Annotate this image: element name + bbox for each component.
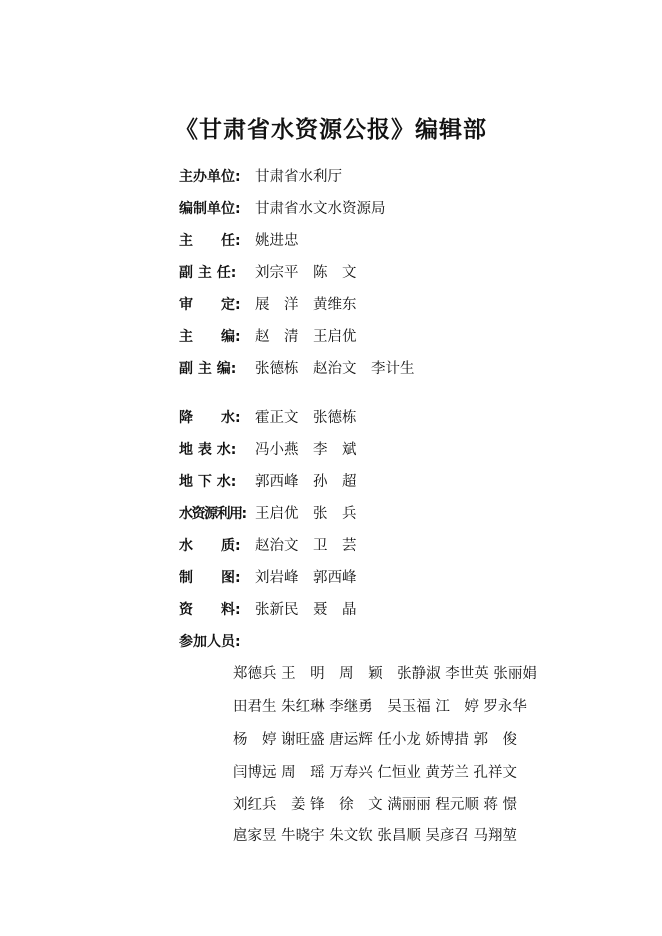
role-label: 副 主 编: (179, 361, 237, 377)
role-value: 张新民 聂 晶 (255, 602, 357, 618)
list-item (179, 632, 255, 652)
role-value: 霍正文 张德栋 (255, 410, 357, 426)
participants-row: 田君生 朱红琳 李继勇 吴玉福 江 婷 罗永华 (233, 699, 527, 715)
role-value: 展 洋 黄维东 (255, 297, 357, 313)
role-label: 水资源利用: (179, 506, 246, 522)
role-label: 编制单位: (179, 201, 241, 217)
role-label: 副 主 任: (179, 265, 237, 281)
role-value: 赵治文 卫 芸 (255, 538, 357, 554)
list-item (179, 472, 357, 492)
list-item (179, 536, 357, 556)
list-item (179, 504, 357, 524)
list-item (179, 440, 357, 460)
role-value: 姚进忠 (255, 233, 299, 249)
list-item (179, 568, 357, 588)
list-item (179, 359, 415, 379)
role-label: 主 任: (179, 233, 241, 249)
list-item (179, 327, 357, 347)
participants-row: 郑德兵 王 明 周 颖 张静淑 李世英 张丽娟 (233, 666, 537, 682)
list-item (179, 167, 342, 187)
role-value: 刘岩峰 郭西峰 (255, 570, 357, 586)
page-title: 《甘肃省水资源公报》编辑部 (175, 116, 487, 143)
list-item (179, 231, 299, 251)
role-label: 审 定: (179, 297, 241, 313)
list-item (179, 199, 386, 219)
list-item (179, 408, 357, 428)
role-value: 张德栋 赵治文 李计生 (255, 361, 415, 377)
role-label: 主 编: (179, 329, 241, 345)
role-value: 甘肃省水利厅 (255, 169, 342, 185)
role-label: 地 下 水: (179, 474, 237, 490)
role-value: 王启优 张 兵 (255, 506, 357, 522)
role-label: 资 料: (179, 602, 241, 618)
role-value: 甘肃省水文水资源局 (255, 201, 386, 217)
role-label: 制 图: (179, 570, 241, 586)
role-value: 刘宗平 陈 文 (255, 265, 357, 281)
role-value: 赵 清 王启优 (255, 329, 357, 345)
role-label: 地 表 水: (179, 442, 237, 458)
participants-label: 参加人员: (179, 634, 241, 650)
participants-row: 闫博远 周 瑶 万寿兴 仁恒业 黄芳兰 孔祥文 (233, 765, 518, 781)
role-label: 主办单位: (179, 169, 241, 185)
participants-row: 杨 婷 谢旺盛 唐运辉 任小龙 娇博措 郭 俊 (233, 732, 518, 748)
participants-row: 刘红兵 姜 锋 徐 文 满丽丽 程元顺 蒋 憬 (233, 797, 518, 813)
role-label: 降 水: (179, 410, 241, 426)
participants-row: 扈家昱 牛晓宇 朱文钦 张昌顺 吴彦召 马翔堃 (233, 828, 518, 844)
role-label: 水 质: (179, 538, 241, 554)
role-value: 郭西峰 孙 超 (255, 474, 357, 490)
role-value: 冯小燕 李 斌 (255, 442, 357, 458)
list-item (179, 263, 357, 283)
list-item (179, 600, 357, 620)
list-item (179, 295, 357, 315)
